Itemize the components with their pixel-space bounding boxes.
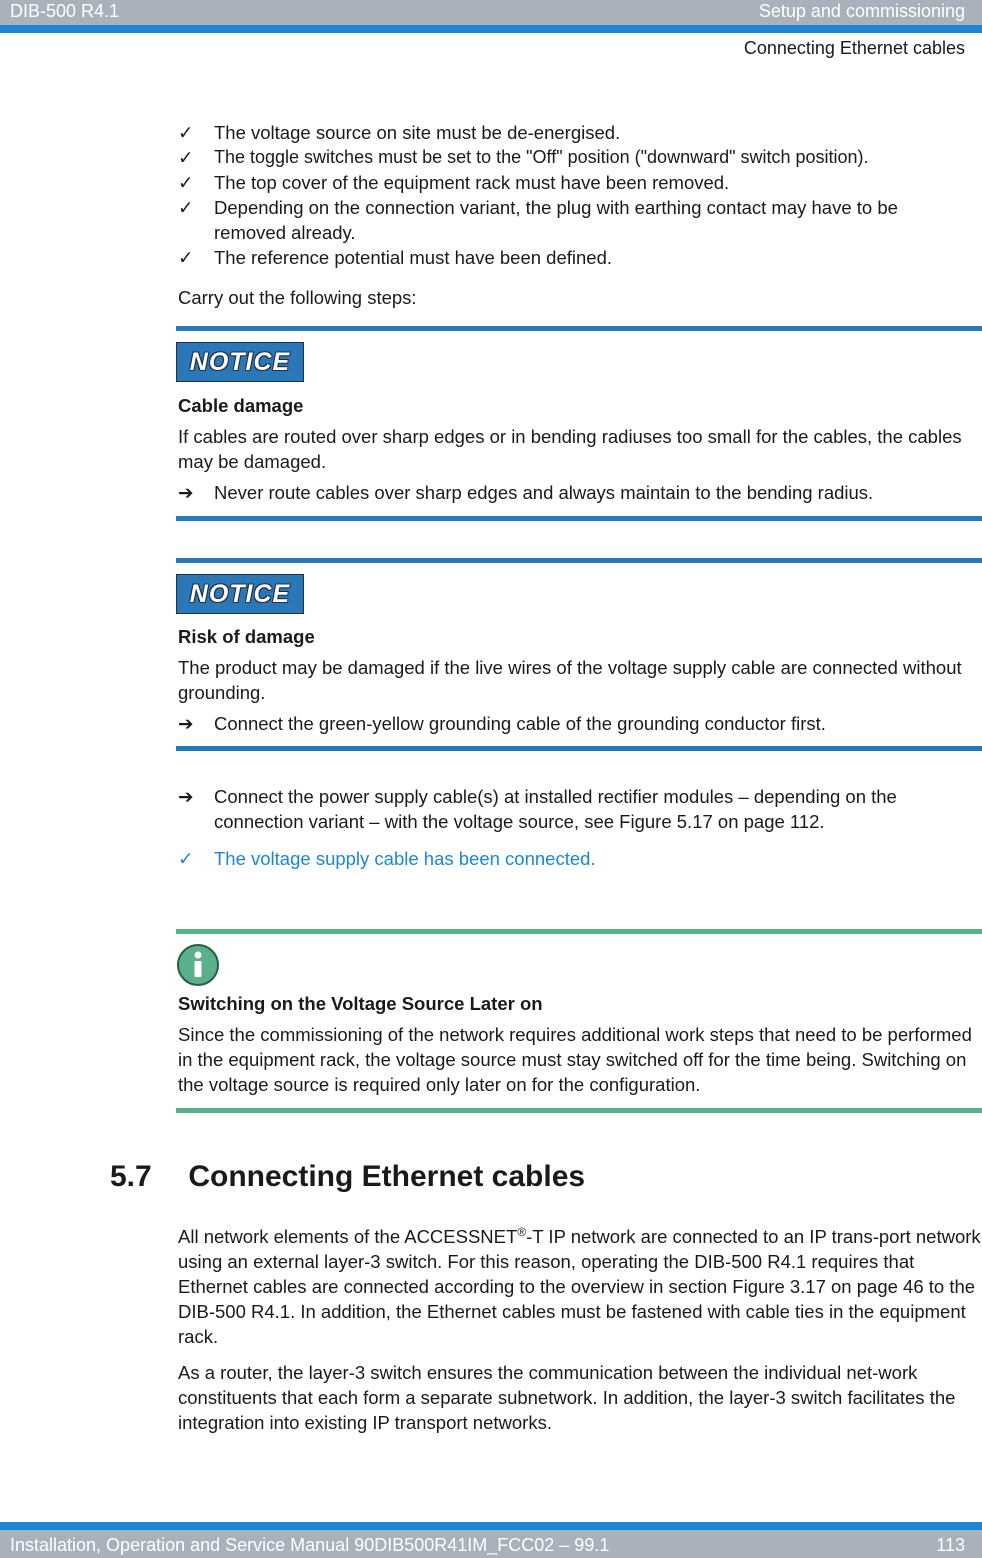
paragraph-text-a: All network elements of the ACCESSNET xyxy=(178,1226,518,1248)
footer-accent-line xyxy=(0,1522,982,1530)
notice-top-rule xyxy=(176,558,982,563)
header-section: Connecting Ethernet cables xyxy=(743,38,965,58)
notice-action-text: Connect the green-yellow grounding cable of the grounding conductor first. xyxy=(214,713,826,734)
page-number: 113 xyxy=(936,1535,965,1555)
info-title: Switching on the Voltage Source Later on xyxy=(178,993,543,1014)
arrow-right-icon: ➔ xyxy=(178,786,194,807)
notice-bottom-rule xyxy=(176,516,982,521)
check-icon: ✓ xyxy=(178,122,194,143)
prereq-item xyxy=(178,145,978,170)
step-text: Connect the power supply cable(s) at installed rectifier modules – depending on the connection variant – with the voltage source, see Figure 5.17 on page 112. xyxy=(214,786,897,832)
notice-text: The product may be damaged if the live wires of the voltage supply cable are connected without grounding. xyxy=(178,657,962,703)
arrow-right-icon: ➔ xyxy=(178,713,194,734)
footer-manual-id: Installation, Operation and Service Manual 90DIB500R41IM_FCC02 – 99.1 xyxy=(10,1535,610,1555)
section-heading xyxy=(110,1160,585,1194)
check-icon: ✓ xyxy=(178,848,194,869)
prereq-text: The voltage source on site must be de-energised. xyxy=(214,122,621,143)
notice-badge: NOTICE xyxy=(176,574,304,614)
result-item xyxy=(178,846,978,871)
section-number: 5.7 xyxy=(110,1160,152,1193)
header-chapter: Setup and commissioning xyxy=(758,1,965,21)
info-top-rule xyxy=(176,929,982,934)
prereq-text: The top cover of the equipment rack must have been removed. xyxy=(214,172,730,193)
prereq-text: Depending on the connection variant, the plug with earthing contact may have to be removed already. xyxy=(214,197,898,243)
info-text: Since the commissioning of the network requires additional work steps that need to be performed in the equipment rack, the voltage source must stay switched off for the time being. Switching on the voltage source is required only later on for the configuration. xyxy=(178,1024,972,1095)
notice-title: Cable damage xyxy=(178,395,304,416)
notice-top-rule xyxy=(176,326,982,331)
result-text: The voltage supply cable has been connected. xyxy=(214,848,596,869)
notice-title: Risk of damage xyxy=(178,626,315,647)
info-icon xyxy=(176,943,220,987)
body-paragraph xyxy=(178,1220,982,1349)
prereq-text: The toggle switches must be set to the "Off" position ("downward" switch position). xyxy=(214,147,869,167)
prereq-item xyxy=(178,120,978,145)
step-item xyxy=(178,784,958,834)
check-icon: ✓ xyxy=(178,172,194,193)
notice-text: If cables are routed over sharp edges or in bending radiuses too small for the cables, the cables may be damaged. xyxy=(178,426,962,472)
notice-action xyxy=(178,711,978,736)
prereq-item xyxy=(178,245,978,270)
check-icon: ✓ xyxy=(178,147,194,168)
notice-badge: NOTICE xyxy=(176,342,304,382)
notice-bottom-rule xyxy=(176,746,982,751)
registered-mark: ® xyxy=(517,1225,527,1239)
info-bottom-rule xyxy=(176,1108,982,1113)
carry-out-text: Carry out the following steps: xyxy=(178,287,417,308)
notice-action-text: Never route cables over sharp edges and always maintain to the bending radius. xyxy=(214,482,874,503)
prereq-item xyxy=(178,195,958,245)
section-title: Connecting Ethernet cables xyxy=(188,1160,586,1193)
arrow-right-icon: ➔ xyxy=(178,482,194,503)
prereq-item xyxy=(178,170,978,195)
header-product: DIB-500 R4.1 xyxy=(10,1,120,21)
header-accent-line xyxy=(0,25,982,33)
notice-action xyxy=(178,480,978,505)
prereq-text: The reference potential must have been defined. xyxy=(214,247,613,268)
paragraph-text-b: -T IP network are connected to an IP trans-port network using an external layer-3 switch. For this reason, operating the DIB-500 R4.1 requires that Ethernet cables are connected according to the overview in section Figure 3.17 on page 46 to the DIB-500 R4.1. In addition, the Ethernet cables must be fastened with cable ties in the equipment rack. xyxy=(178,1226,981,1348)
check-icon: ✓ xyxy=(178,197,194,218)
body-paragraph: As a router, the layer-3 switch ensures the communication between the individual net-work constituents that each form a separate subnetwork. In addition, the layer-3 switch facilitates the integration into existing IP transport networks. xyxy=(178,1362,956,1433)
check-icon: ✓ xyxy=(178,247,194,268)
